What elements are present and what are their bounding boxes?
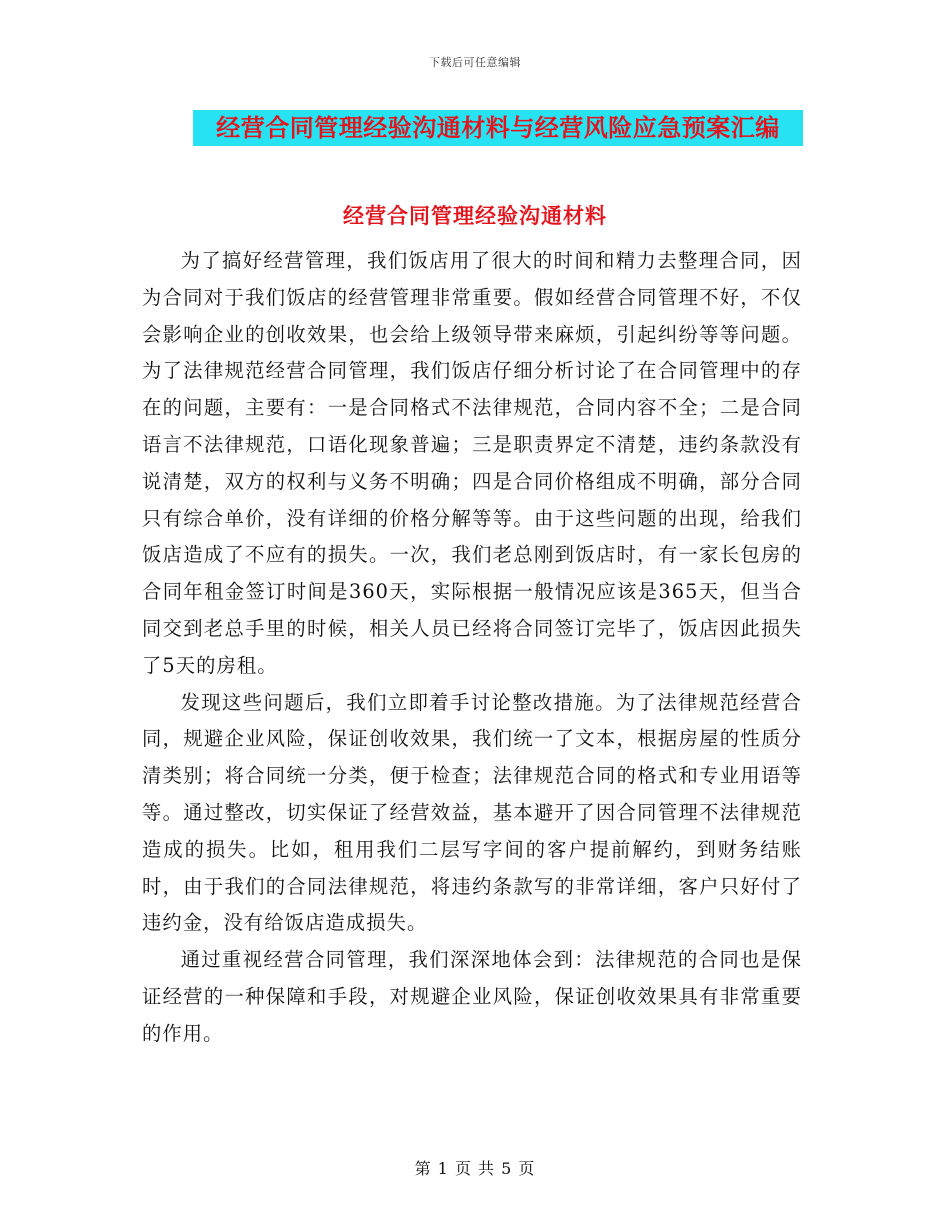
document-title: 经营合同管理经验沟通材料与经营风险应急预案汇编 (216, 113, 780, 142)
paragraph-1: 为了搞好经营管理，我们饭店用了很大的时间和精力去整理合同，因为合同对于我们饭店的经营管理非常重要。假如经营合同管理不好，不仅会影响企业的创收效果，也会给上级领导带来麻烦，引起纠纷等等问题。为了法律规范经营合同管理，我们饭店仔细分析讨论了在合同管理中的存在的问题，主要有：一是合同格式不法律规范，合同内容不全；二是合同语言不法律规范，口语化现象普遍；三是职责界定不清楚，违约条款没有说清楚，双方的权利与义务不明确；四是合同价格组成不明确，部分合同只有综合单价，没有详细的价格分解等等。由于这些问题的出现，给我们饭店造成了不应有的损失。一次，我们老总刚到饭店时，有一家长包房的合同年租金签订时间是360天，实际根据一般情况应该是365天，但当合同交到老总手里的时候，相关人员已经将合同签订完毕了，饭店因此损失了5天的房租。 (142, 249, 802, 677)
document-title-highlight (193, 110, 803, 146)
paragraph-3: 通过重视经营合同管理，我们深深地体会到：法律规范的合同也是保证经营的一种保障和手段，对规避企业风险，保证创收效果具有非常重要的作用。 (142, 948, 802, 1045)
paragraph-2: 发现这些问题后，我们立即着手讨论整改措施。为了法律规范经营合同，规避企业风险，保证创收效果，我们统一了文本，根据房屋的性质分清类别；将合同统一分类，便于检查；法律规范合同的格式和专业用语等等。通过整改，切实保证了经营效益，基本避开了因合同管理不法律规范造成的损失。比如，租用我们二层写字间的客户提前解约，到财务结账时，由于我们的合同法律规范，将违约条款写的非常详细，客户只好付了违约金，没有给饭店造成损失。 (142, 690, 802, 935)
header-note: 下载后可任意编辑 (429, 56, 521, 69)
body-text (142, 243, 802, 1053)
section-title: 经营合同管理经验沟通材料 (343, 203, 607, 228)
page-number-footer: 第 1 页 共 5 页 (414, 1159, 536, 1178)
